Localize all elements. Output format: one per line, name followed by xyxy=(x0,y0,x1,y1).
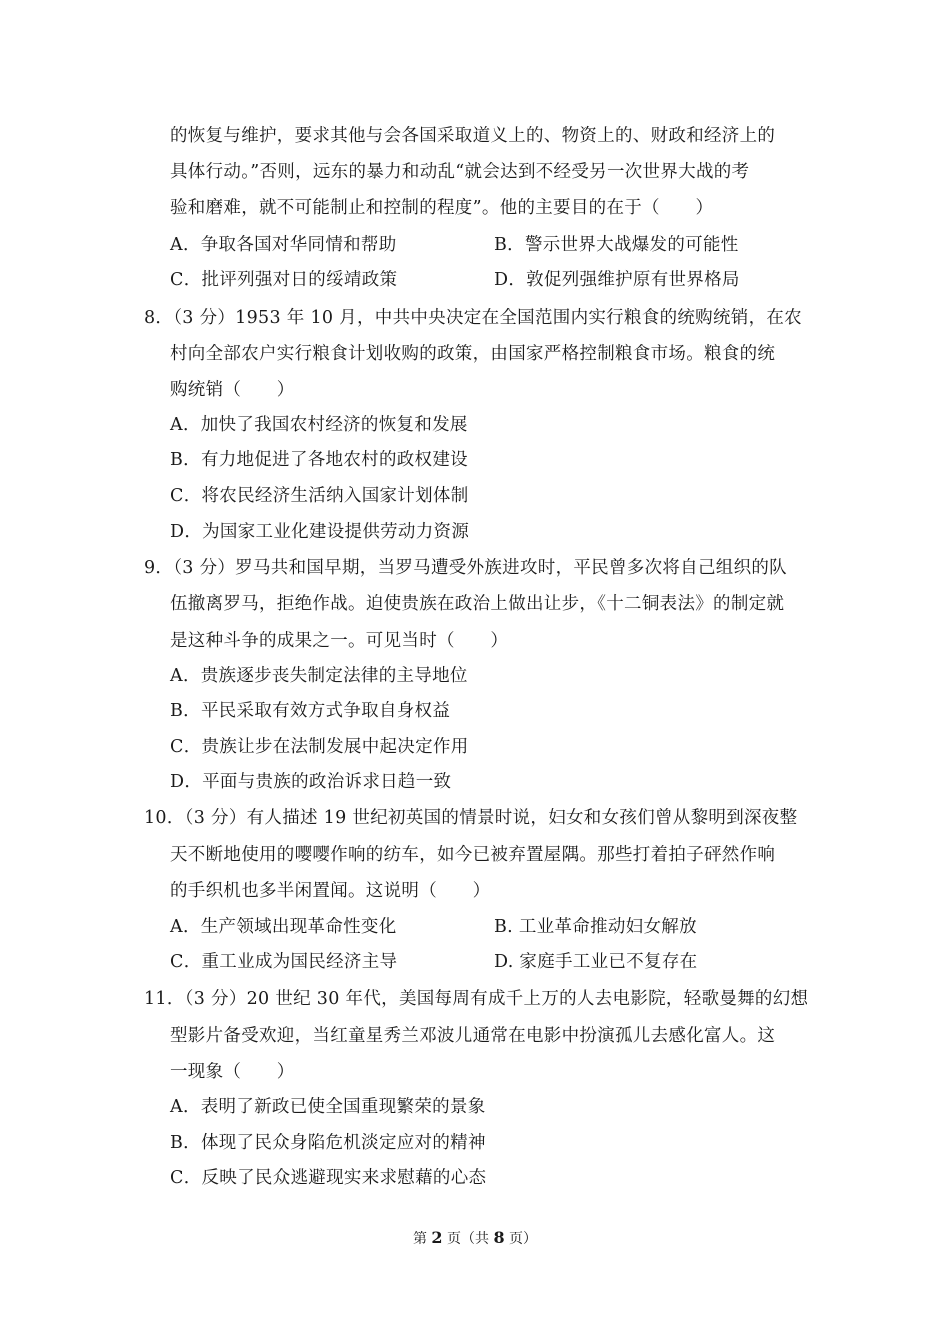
footer-total-pages: 8 xyxy=(493,1228,505,1247)
q8-option-d: D．为国家工业化建设提供劳动力资源 xyxy=(170,522,470,542)
footer-prefix: 第 xyxy=(412,1231,432,1247)
q8-text-line-2: 村向全部农户实行粮食计划收购的政策，由国家严格控制粮食市场。粮食的统 xyxy=(170,344,776,364)
q7-text-line-1: 的恢复与维护，要求其他与会各国采取道义上的、物资上的、财政和经济上的 xyxy=(170,126,776,146)
q9-option-a: A．贵族逐步丧失制定法律的主导地位 xyxy=(170,666,468,686)
q11-option-a: A．表明了新政已使全国重现繁荣的景象 xyxy=(170,1097,486,1117)
q9-text-line-1: 9．（3 分）罗马共和国早期，当罗马遭受外族进攻时，平民曾多次将自己组织的队 xyxy=(144,558,787,578)
q7-text-line-3: 验和磨难，就不可能制止和控制的程度”。他的主要目的在于（ ） xyxy=(170,198,714,218)
q8-text-line-3: 购统销（ ） xyxy=(170,380,295,400)
q11-option-b: B．体现了民众身陷危机淡定应对的精神 xyxy=(170,1133,486,1153)
q11-option-c: C．反映了民众逃避现实来求慰藉的心态 xyxy=(170,1168,487,1188)
q10-text-line-1: 10．（3 分）有人描述 19 世纪初英国的情景时说，妇女和女孩们曾从黎明到深夜整 xyxy=(144,808,798,828)
q10-option-d: D. 家庭手工业已不复存在 xyxy=(494,952,698,972)
q9-text-line-2: 伍撤离罗马，拒绝作战。迫使贵族在政治上做出让步，《十二铜表法》的制定就 xyxy=(170,594,785,614)
q8-option-b: B．有力地促进了各地农村的政权建设 xyxy=(170,450,468,470)
q8-text-line-1: 8．（3 分）1953 年 10 月，中共中央决定在全国范围内实行粮食的统购统销，在农 xyxy=(144,308,802,328)
q9-option-b: B．平民采取有效方式争取自身权益 xyxy=(170,701,451,721)
q8-option-a: A．加快了我国农村经济的恢复和发展 xyxy=(170,415,468,435)
q10-option-b: B. 工业革命推动妇女解放 xyxy=(494,917,697,937)
q10-option-a: A．生产领域出现革命性变化 xyxy=(170,917,397,937)
q11-text-line-3: 一现象（ ） xyxy=(170,1062,295,1082)
q9-option-c: C．贵族让步在法制发展中起决定作用 xyxy=(170,737,469,757)
footer-middle: 页（共 xyxy=(442,1231,494,1247)
q7-text-line-2: 具体行动。”否则，远东的暴力和动乱“就会达到不经受另一次世界大战的考 xyxy=(170,162,750,182)
page-footer xyxy=(0,1228,950,1249)
q10-option-c: C．重工业成为国民经济主导 xyxy=(170,952,398,972)
q10-text-line-3: 的手织机也多半闲置闻。这说明（ ） xyxy=(170,881,491,901)
q8-option-c: C．将农民经济生活纳入国家计划体制 xyxy=(170,486,469,506)
footer-suffix: 页） xyxy=(504,1231,538,1247)
q11-text-line-2: 型影片备受欢迎，当红童星秀兰邓波儿通常在电影中扮演孤儿去感化富人。这 xyxy=(170,1026,776,1046)
q11-text-line-1: 11．（3 分）20 世纪 30 年代，美国每周有成千上万的人去电影院，轻歌曼舞的幻想 xyxy=(144,989,809,1009)
q7-option-c: C．批评列强对日的绥靖政策 xyxy=(170,270,398,290)
footer-page-number: 2 xyxy=(431,1228,443,1247)
q7-option-a: A．争取各国对华同情和帮助 xyxy=(170,235,397,255)
q7-option-b: B．警示世界大战爆发的可能性 xyxy=(494,235,739,255)
q10-text-line-2: 天不断地使用的嘤嘤作响的纺车，如今已被弃置屋隅。那些打着拍子砰然作响 xyxy=(170,845,776,865)
q7-option-d: D．敦促列强维护原有世界格局 xyxy=(494,270,740,290)
q9-text-line-3: 是这种斗争的成果之一。可见当时（ ） xyxy=(170,631,509,651)
q9-option-d: D．平面与贵族的政治诉求日趋一致 xyxy=(170,772,452,792)
